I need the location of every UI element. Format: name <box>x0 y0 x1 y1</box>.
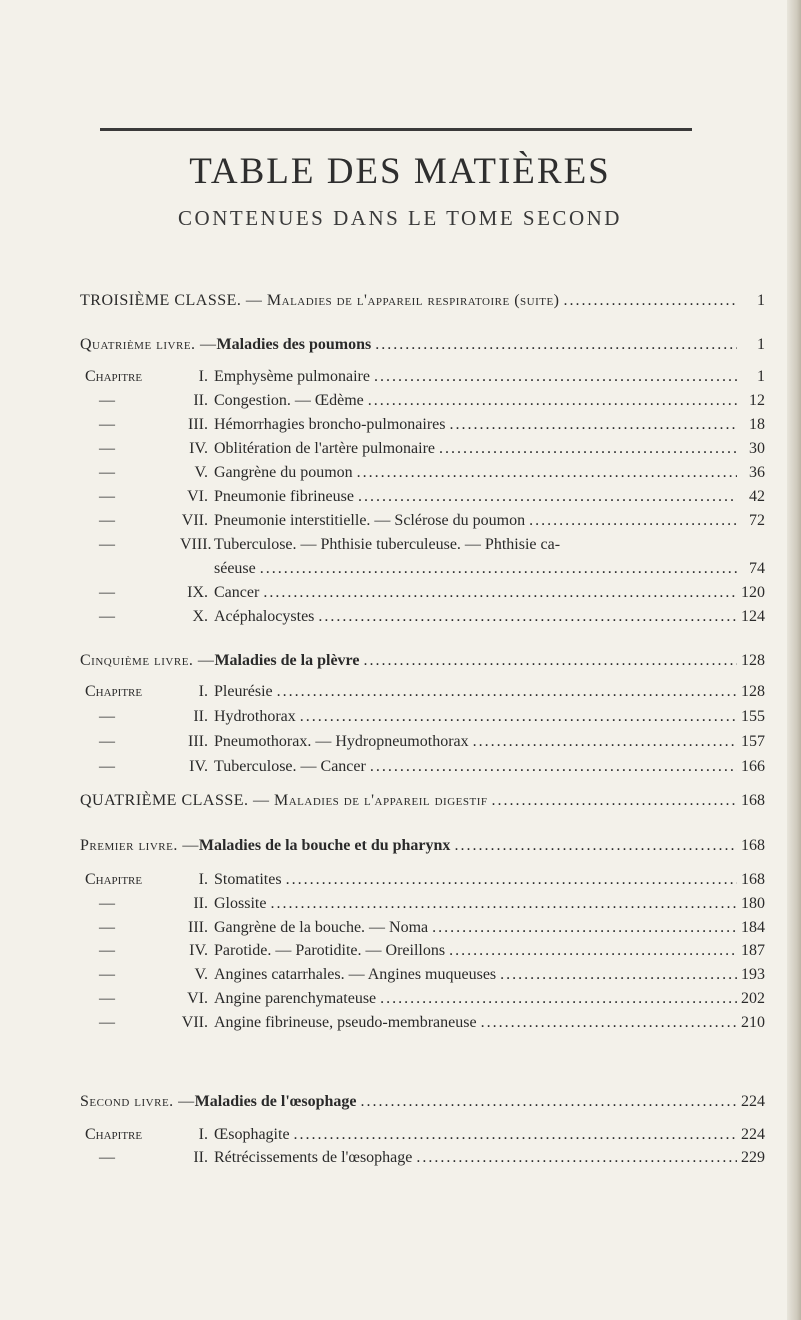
dot-leader <box>263 584 737 602</box>
chapter-number: I. <box>198 368 208 385</box>
chapter-entry <box>85 942 765 960</box>
chapter-mark: — <box>99 416 115 433</box>
dot-leader <box>363 652 737 670</box>
livre-label: Second livre. — <box>80 1093 195 1110</box>
chapter-mark: — <box>99 758 115 775</box>
chapter-mark: Chapitre <box>85 683 143 700</box>
chapter-number: II. <box>193 392 208 409</box>
chapter-title: Pneumothorax. — Hydropneumothorax <box>214 733 469 750</box>
dot-leader <box>449 416 737 434</box>
page-number: 187 <box>741 942 765 960</box>
chapter-title: Gangrène de la bouche. — Noma <box>214 918 429 936</box>
dot-leader <box>368 392 737 410</box>
chapter-entry <box>85 1126 765 1144</box>
chapter-title: Parotide. — Parotidite. — Oreillons <box>214 942 446 960</box>
chapter-title: Congestion. — Œdème <box>214 392 364 409</box>
dot-leader <box>375 336 737 354</box>
chapter-title: Tuberculose. — Phthisie tuberculeuse. — Phthisie ca- <box>214 536 561 553</box>
dot-leader <box>449 942 737 960</box>
page-number: 128 <box>741 683 765 700</box>
chapter-mark: — <box>99 392 115 409</box>
chapter-title: Œsophagite <box>214 1126 290 1143</box>
chapter-title: Pleurésie <box>214 683 273 700</box>
chapter-mark: — <box>99 708 115 725</box>
chapter-entry <box>85 1014 765 1032</box>
chapter-number: IV. <box>189 942 208 960</box>
chapter-mark: — <box>99 440 115 457</box>
dot-leader <box>439 440 737 458</box>
chapter-number: VII. <box>181 1013 208 1031</box>
chapter-entry <box>85 1149 765 1167</box>
chapter-entry <box>85 895 765 913</box>
chapter-number: III. <box>188 918 208 936</box>
chapter-mark: — <box>99 488 115 505</box>
page-number: 124 <box>741 608 765 625</box>
page-number: 42 <box>749 488 765 505</box>
livre-label: Quatrième livre. — <box>80 336 217 353</box>
page-number: 229 <box>741 1149 765 1166</box>
chapter-entry <box>85 608 765 626</box>
chapter-mark: Chapitre <box>85 1126 143 1143</box>
page-number: 12 <box>749 392 765 409</box>
chapter-number: I. <box>198 1126 208 1143</box>
livre-heading <box>80 336 765 354</box>
chapter-entry <box>85 536 765 554</box>
page-number: 74 <box>749 560 765 577</box>
chapter-entry <box>85 708 765 726</box>
chapter-entry <box>85 683 765 701</box>
dot-leader <box>270 895 737 913</box>
class-heading <box>80 292 765 310</box>
class-label: QUATRIÈME CLASSE. — Maladies de l'appareil digestif <box>80 792 488 809</box>
chapter-entry <box>85 871 765 889</box>
page-number: 210 <box>741 1013 765 1031</box>
page-number: 72 <box>749 512 765 529</box>
chapter-title: Oblitération de l'artère pulmonaire <box>214 440 436 457</box>
chapter-entry <box>85 464 765 482</box>
chapter-entry <box>85 584 765 602</box>
chapter-mark: — <box>99 1149 115 1166</box>
dot-leader <box>370 758 737 776</box>
livre-title: Maladies des poumons <box>216 336 372 353</box>
livre-heading <box>80 837 765 855</box>
page-number: 168 <box>741 792 765 809</box>
page-number: 180 <box>741 894 765 912</box>
chapter-mark: — <box>99 464 115 481</box>
chapter-number: X. <box>192 608 208 625</box>
dot-leader <box>454 837 737 855</box>
chapter-title: Hémorrhagies broncho-pulmonaires <box>214 416 446 433</box>
dot-leader <box>492 792 738 810</box>
page-number: 224 <box>741 1093 765 1110</box>
dot-leader <box>260 560 737 578</box>
chapter-entry <box>85 416 765 434</box>
chapter-entry <box>85 990 765 1008</box>
page-number: 1 <box>757 336 765 353</box>
header-rule <box>100 128 692 131</box>
chapter-entry <box>85 560 765 578</box>
chapter-mark: — <box>99 536 115 553</box>
page-number: 30 <box>749 440 765 457</box>
chapter-title: Emphysème pulmonaire <box>214 368 370 385</box>
chapter-mark: — <box>99 966 115 984</box>
chapter-title: Tuberculose. — Cancer <box>214 758 366 775</box>
page-number: 36 <box>749 464 765 481</box>
livre-label: Cinquième livre. — <box>80 652 215 669</box>
chapter-number: V. <box>194 966 208 984</box>
chapter-title: Pneumonie fibrineuse <box>214 488 354 505</box>
chapter-number: II. <box>193 894 208 912</box>
chapter-title: Glossite <box>214 894 267 912</box>
dot-leader <box>358 488 737 506</box>
livre-title: Maladies de l'œsophage <box>194 1093 357 1110</box>
chapter-title: Cancer <box>214 584 260 601</box>
dot-leader <box>277 683 737 701</box>
chapter-mark: Chapitre <box>85 368 143 385</box>
page-subtitle: CONTENUES DANS LE TOME SECOND <box>178 206 622 230</box>
chapter-title: Stomatites <box>214 871 282 888</box>
chapter-title: Rétrécissements de l'œsophage <box>214 1149 413 1166</box>
page-number: 18 <box>749 416 765 433</box>
chapter-number: II. <box>193 708 208 725</box>
dot-leader <box>416 1149 737 1167</box>
chapter-mark: — <box>99 1013 115 1031</box>
dot-leader <box>500 966 737 984</box>
page-number: 120 <box>741 584 765 601</box>
page-number: 128 <box>741 652 765 669</box>
chapter-entry <box>85 733 765 751</box>
page-title: TABLE DES MATIÈRES <box>189 151 611 192</box>
livre-heading <box>80 652 765 670</box>
page-number: 224 <box>741 1126 765 1143</box>
chapter-entry <box>85 392 765 410</box>
chapter-mark: — <box>99 942 115 960</box>
page-number: 168 <box>741 837 765 854</box>
chapter-title: séeuse <box>214 560 256 577</box>
chapter-entry <box>85 919 765 937</box>
livre-heading <box>80 1093 765 1111</box>
page-number: 1 <box>757 292 765 309</box>
chapter-number: VI. <box>187 488 208 505</box>
chapter-title: Angine fibrineuse, pseudo-membraneuse <box>214 1013 477 1031</box>
chapter-entry <box>85 758 765 776</box>
page-number: 184 <box>741 918 765 936</box>
chapter-mark: — <box>99 584 115 601</box>
chapter-title: Hydrothorax <box>214 708 296 725</box>
dot-leader <box>374 368 737 386</box>
page-number: 193 <box>741 966 765 984</box>
chapter-mark: — <box>99 894 115 912</box>
page-number: 155 <box>741 708 765 725</box>
dot-leader <box>318 608 737 626</box>
dot-leader <box>529 512 737 530</box>
chapter-number: VII. <box>181 512 208 529</box>
chapter-entry <box>85 440 765 458</box>
livre-title: Maladies de la bouche et du pharynx <box>198 837 451 854</box>
chapter-entry <box>85 488 765 506</box>
chapter-entry <box>85 368 765 386</box>
dot-leader <box>432 919 737 937</box>
chapter-number: IV. <box>189 758 208 775</box>
chapter-mark: — <box>99 608 115 625</box>
chapter-title: Acéphalocystes <box>214 608 315 625</box>
chapter-number: IV. <box>189 440 208 457</box>
dot-leader <box>380 990 737 1008</box>
chapter-title: Angine parenchymateuse <box>214 990 377 1007</box>
chapter-entry <box>85 966 765 984</box>
dot-leader <box>564 292 737 310</box>
page-number: 157 <box>741 733 765 750</box>
dot-leader <box>294 1126 737 1144</box>
chapter-number: VI. <box>187 990 208 1007</box>
page-number: 202 <box>741 990 765 1007</box>
page-number: 1 <box>757 368 765 385</box>
dot-leader <box>360 1093 737 1111</box>
chapter-entry <box>85 512 765 530</box>
livre-label: Premier livre. — <box>80 837 199 854</box>
page-number: 168 <box>741 871 765 888</box>
chapter-mark: — <box>99 990 115 1007</box>
chapter-title: Pneumonie interstitielle. — Sclérose du poumon <box>214 512 526 529</box>
chapter-number: VIII. <box>180 536 212 553</box>
dot-leader <box>286 871 737 889</box>
chapter-mark: — <box>99 512 115 529</box>
chapter-mark: — <box>99 918 115 936</box>
livre-title: Maladies de la plèvre <box>214 652 360 669</box>
dot-leader <box>357 464 737 482</box>
chapter-mark: — <box>99 733 115 750</box>
chapter-title: Gangrène du poumon <box>214 464 353 481</box>
chapter-number: II. <box>193 1149 208 1166</box>
chapter-number: III. <box>188 733 208 750</box>
chapter-number: IX. <box>187 584 208 601</box>
page-number: 166 <box>741 758 765 775</box>
class-label: TROISIÈME CLASSE. — Maladies de l'appareil respiratoire (suite) <box>80 292 560 309</box>
dot-leader <box>473 733 737 751</box>
dot-leader <box>300 708 737 726</box>
chapter-number: V. <box>194 464 208 481</box>
chapter-title: Angines catarrhales. — Angines muqueuses <box>214 966 497 984</box>
page-edge-shadow <box>787 0 801 1320</box>
chapter-number: I. <box>198 683 208 700</box>
class-heading <box>80 792 765 810</box>
chapter-number: I. <box>198 871 208 888</box>
dot-leader <box>481 1014 737 1032</box>
chapter-mark: Chapitre <box>85 871 143 888</box>
chapter-number: III. <box>188 416 208 433</box>
